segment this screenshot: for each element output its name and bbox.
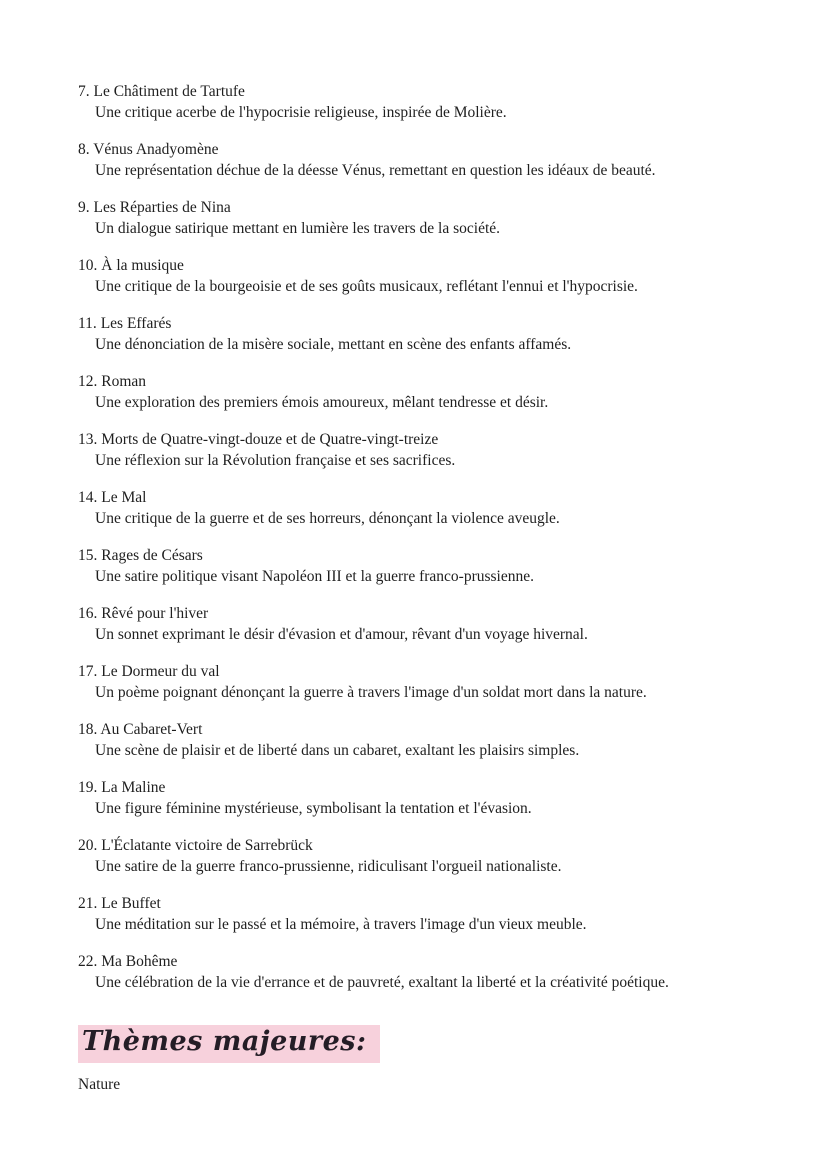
poem-number: 14. — [78, 489, 98, 506]
section-heading-themes-majeures: Thèmes majeures: — [78, 1025, 380, 1063]
poem-title-text: Ma Bohême — [101, 953, 178, 970]
poem-description: Une réflexion sur la Révolution française et ses sacrifices. — [95, 452, 456, 469]
poem-title — [78, 893, 768, 914]
theme-item-nature: Nature — [78, 1076, 121, 1093]
poem-number: 10. — [78, 257, 98, 274]
poem-title — [78, 255, 768, 276]
poem-list-item — [78, 81, 768, 123]
poem-number: 11. — [78, 315, 97, 332]
poem-title — [78, 81, 768, 102]
poem-description: Une critique acerbe de l'hypocrisie religieuse, inspirée de Molière. — [95, 104, 507, 121]
poem-title — [78, 719, 768, 740]
poem-description: Une critique de la bourgeoisie et de ses goûts musicaux, reflétant l'ennui et l'hypocrisie. — [95, 278, 638, 295]
poem-title-text: Au Cabaret-Vert — [100, 721, 203, 738]
poem-description: Une satire de la guerre franco-prussienne, ridiculisant l'orgueil nationaliste. — [95, 858, 562, 875]
poem-list-item — [78, 487, 768, 529]
poem-title — [78, 777, 768, 798]
poem-number: 21. — [78, 895, 98, 912]
poem-number: 17. — [78, 663, 98, 680]
poem-number: 8. — [78, 141, 90, 158]
poem-description: Une critique de la guerre et de ses horreurs, dénonçant la violence aveugle. — [95, 510, 560, 527]
poem-list-item — [78, 545, 768, 587]
poem-title-text: Morts de Quatre-vingt-douze et de Quatre-vingt-treize — [101, 431, 439, 448]
poem-title — [78, 487, 768, 508]
poem-description: Une célébration de la vie d'errance et de pauvreté, exaltant la liberté et la créativité poétique. — [95, 974, 669, 991]
poem-description: Une figure féminine mystérieuse, symbolisant la tentation et l'évasion. — [95, 800, 532, 817]
poem-title-text: Roman — [101, 373, 147, 390]
poem-number: 16. — [78, 605, 98, 622]
poem-title-text: La Maline — [101, 779, 166, 796]
poem-description: Une exploration des premiers émois amoureux, mêlant tendresse et désir. — [95, 394, 549, 411]
poem-description: Un sonnet exprimant le désir d'évasion et d'amour, rêvant d'un voyage hivernal. — [95, 626, 588, 643]
poem-number: 15. — [78, 547, 98, 564]
poem-list-item — [78, 661, 768, 703]
poem-number: 22. — [78, 953, 98, 970]
poem-description: Une méditation sur le passé et la mémoire, à travers l'image d'un vieux meuble. — [95, 916, 587, 933]
poem-number: 12. — [78, 373, 98, 390]
poem-list-item — [78, 139, 768, 181]
poem-list-item — [78, 719, 768, 761]
poem-title-text: Le Buffet — [101, 895, 161, 912]
poem-number: 9. — [78, 199, 90, 216]
poem-list-item — [78, 777, 768, 819]
poem-title — [78, 545, 768, 566]
poem-title-text: L'Éclatante victoire de Sarrebrück — [101, 837, 313, 854]
poem-list-item — [78, 835, 768, 877]
poem-title-text: Rages de Césars — [101, 547, 203, 564]
poem-title — [78, 313, 768, 334]
poem-description: Une scène de plaisir et de liberté dans un cabaret, exaltant les plaisirs simples. — [95, 742, 580, 759]
poem-list-item — [78, 429, 768, 471]
poem-title-text: Les Effarés — [100, 315, 172, 332]
poem-list-item — [78, 313, 768, 355]
poem-title — [78, 139, 768, 160]
poem-number: 13. — [78, 431, 98, 448]
poem-title-text: Les Réparties de Nina — [93, 199, 231, 216]
poem-description: Un poème poignant dénonçant la guerre à travers l'image d'un soldat mort dans la nature. — [95, 684, 647, 701]
poem-description: Une dénonciation de la misère sociale, mettant en scène des enfants affamés. — [95, 336, 572, 353]
poem-title — [78, 661, 768, 682]
poem-title-text: À la musique — [101, 257, 184, 274]
poem-description: Une représentation déchue de la déesse Vénus, remettant en question les idéaux de beauté. — [95, 162, 656, 179]
poem-list-item — [78, 255, 768, 297]
poem-list-item — [78, 371, 768, 413]
poem-list-item — [78, 603, 768, 645]
poem-title-text: Le Dormeur du val — [101, 663, 220, 680]
poem-list-item — [78, 893, 768, 935]
poem-list — [78, 81, 768, 993]
poem-number: 7. — [78, 83, 90, 100]
poem-title-text: Le Mal — [101, 489, 147, 506]
poem-title-text: Rêvé pour l'hiver — [101, 605, 209, 622]
poem-title-text: Vénus Anadyomène — [93, 141, 219, 158]
poem-description: Une satire politique visant Napoléon III et la guerre franco-prussienne. — [95, 568, 535, 585]
poem-title — [78, 371, 768, 392]
poem-list-item — [78, 951, 768, 993]
poem-title-text: Le Châtiment de Tartufe — [93, 83, 245, 100]
poem-title — [78, 835, 768, 856]
poem-description: Un dialogue satirique mettant en lumière les travers de la société. — [95, 220, 501, 237]
poem-title — [78, 197, 768, 218]
poem-list-item — [78, 197, 768, 239]
poem-title — [78, 603, 768, 624]
poem-number: 19. — [78, 779, 98, 796]
poem-title — [78, 429, 768, 450]
poem-number: 18. — [78, 721, 98, 738]
poem-number: 20. — [78, 837, 98, 854]
poem-title — [78, 951, 768, 972]
